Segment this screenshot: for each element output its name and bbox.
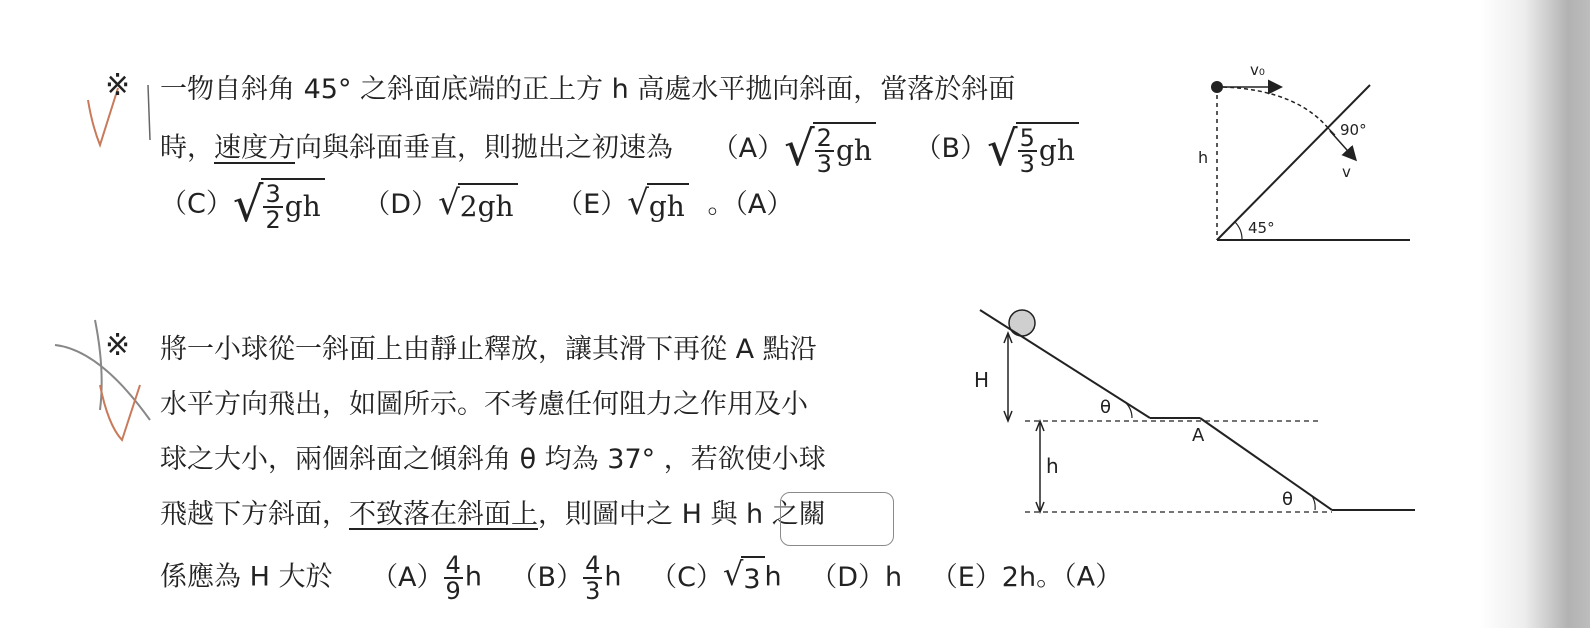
q1-fig-v0-label: v₀ xyxy=(1250,61,1265,79)
q2-line4-b: 不致落在斜面上 xyxy=(349,499,538,530)
q2-line5-text: 係應為 H 大於 xyxy=(160,561,333,593)
q1-frac-b-den: 3 xyxy=(1019,150,1035,178)
q1-opt-a-label: （A） xyxy=(711,132,785,164)
pencil-mark-q2 xyxy=(55,320,150,420)
q1-frac-c-den: 2 xyxy=(265,206,281,234)
q2-answer: 。（A） xyxy=(1036,561,1123,593)
q2-fig-upper-incline xyxy=(980,310,1150,418)
q1-opt-c-sqrt: √ $\frac{3}{2}$ gh xyxy=(233,178,325,232)
q1-opt-d-sqrt: √ 2gh xyxy=(438,183,517,227)
q2-line4-c: ，則圖中之 H 與 h 之關 xyxy=(538,499,826,530)
q1-fig-v-label: v xyxy=(1342,163,1351,181)
q2-opt-c-value: 3 xyxy=(741,556,764,600)
q2-figure xyxy=(960,295,1430,525)
q2-opt-c-sqrt: √ 3 xyxy=(723,556,765,600)
q1-fig-angle-arc xyxy=(1235,222,1242,240)
q2-frac-a-num: 4 xyxy=(445,551,461,579)
q2-opt-c-h: h xyxy=(764,561,782,593)
q1-frac-a-num: 2 xyxy=(816,124,832,152)
q2-symbol: ※ xyxy=(105,328,131,363)
q2-opt-b-h: h xyxy=(604,561,622,593)
q2-line4-a: 飛越下方斜面， xyxy=(160,499,349,530)
q1-line2-b: 速度方 xyxy=(214,132,295,164)
q1-fig-ball xyxy=(1211,81,1223,93)
q1-fig-trajectory xyxy=(1223,87,1332,133)
q1-opt-c-gh: gh xyxy=(284,190,321,223)
q2-frac-b xyxy=(583,553,602,603)
q2-line5 xyxy=(160,553,1122,603)
q1-opt-e-value: gh xyxy=(648,190,685,223)
q2-opt-c-label: （C） xyxy=(650,561,723,593)
q2-fig-H-label: H xyxy=(974,368,990,392)
q1-line1: 一物自斜角 45° 之斜面底端的正上方 h 高處水平拋向斜面，當落於斜面 xyxy=(160,74,1016,105)
q1-opt-b-label: （B） xyxy=(914,132,988,164)
q2-fig-h-label: h xyxy=(1046,454,1059,478)
q1-line2 xyxy=(160,122,1079,176)
q1-fig-45-label: 45° xyxy=(1248,219,1275,237)
q1-opt-e-sqrt: √ gh xyxy=(627,183,689,227)
q2-frac-a-den: 9 xyxy=(445,577,461,605)
q2-opt-a-h: h xyxy=(464,561,482,593)
q1-opt-a-sqrt: √ $\frac{2}{3}$ gh xyxy=(784,122,876,176)
q2-fig-theta-upper: θ xyxy=(1100,397,1112,418)
q1-opt-b-gh: gh xyxy=(1038,134,1075,167)
q2-line2: 水平方向飛出，如圖所示。不考慮任何阻力之作用及小 xyxy=(160,389,808,420)
q2-fig-A-label: A xyxy=(1192,425,1205,446)
q2-fig-theta-lower: θ xyxy=(1282,489,1294,510)
q1-fig-h-label: h xyxy=(1198,148,1209,167)
q2-frac-b-den: 3 xyxy=(585,577,601,605)
q2-pencil-box xyxy=(780,492,894,546)
q1-frac-b-num: 5 xyxy=(1019,124,1035,152)
q1-symbol: ※ xyxy=(105,68,131,103)
q1-line2-a: 時， xyxy=(160,132,214,164)
q1-opt-b-sqrt: √ $\frac{5}{3}$ gh xyxy=(987,122,1079,176)
check-mark-q2 xyxy=(100,385,140,440)
q2-fig-ball xyxy=(1009,310,1035,336)
q2-opt-a-label: （A） xyxy=(371,561,444,593)
q1-frac-a-den: 3 xyxy=(816,150,832,178)
q1-opt-e-label: （E） xyxy=(556,188,628,220)
q1-line2-c: 向與斜面垂直，則拋出之初速為 xyxy=(295,132,673,164)
page-edge-shadow xyxy=(1480,0,1590,628)
q2-line3: 球之大小，兩個斜面之傾斜角 θ 均為 37° ，若欲使小球 xyxy=(160,444,826,475)
q1-fig-90-label: 90° xyxy=(1340,121,1367,139)
q2-opt-e: （E）2h xyxy=(930,561,1037,593)
q1-figure xyxy=(1190,55,1420,255)
q1-opt-d-label: （D） xyxy=(363,188,439,220)
q1-opt-d-value: 2gh xyxy=(459,190,514,223)
q2-line4 xyxy=(160,495,826,535)
q2-frac-b-num: 4 xyxy=(585,551,601,579)
q2-frac-a xyxy=(444,553,463,603)
q1-answer: 。（A） xyxy=(707,188,794,220)
q1-frac-c-num: 3 xyxy=(265,180,281,208)
q2-opt-b-label: （B） xyxy=(510,561,584,593)
q1-opt-a-gh: gh xyxy=(835,134,872,167)
q1-opt-c-label: （C） xyxy=(160,188,233,220)
q2-opt-d: （D）h xyxy=(810,561,903,593)
q1-line3 xyxy=(160,178,793,232)
q2-line1: 將一小球從一斜面上由靜止釋放，讓其滑下再從 A 點沿 xyxy=(160,334,817,365)
